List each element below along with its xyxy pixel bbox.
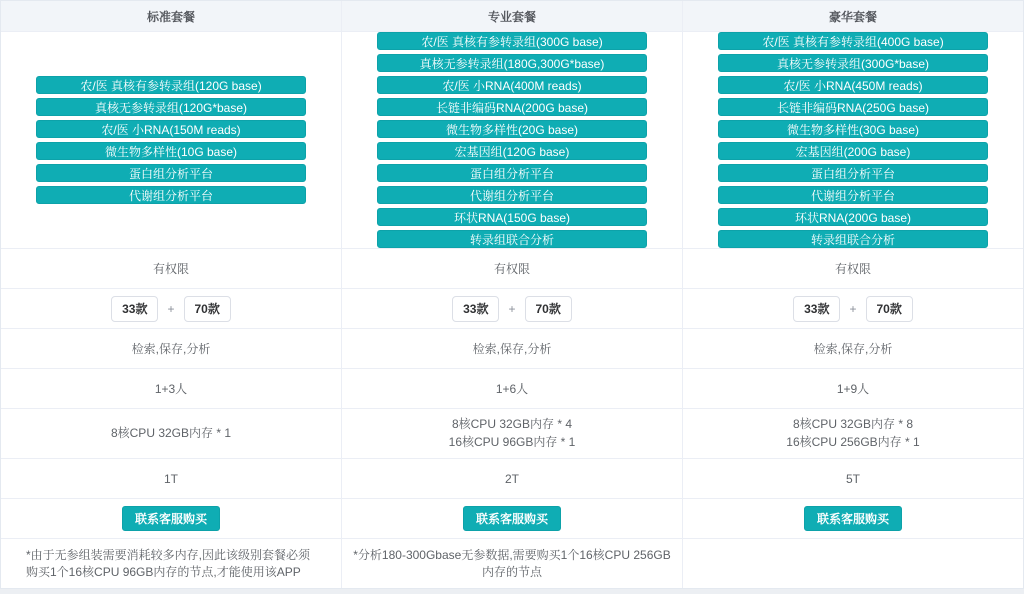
app-button[interactable]: 农/医 真核有参转录组(400G base)	[718, 32, 988, 50]
buy-cell	[342, 498, 682, 538]
plan-header-professional: 专业套餐	[342, 1, 682, 31]
plan-header-deluxe: 豪华套餐	[683, 1, 1023, 31]
database-counts-cell	[342, 288, 682, 328]
app-button[interactable]: 长链非编码RNA(250G base)	[718, 98, 988, 116]
plan-header-standard: 标准套餐	[1, 1, 341, 31]
app-button[interactable]: 农/医 小RNA(150M reads)	[36, 120, 306, 138]
storage-cell: 2T	[342, 458, 682, 498]
db-count-badge-2[interactable]: 70款	[525, 296, 572, 322]
app-button[interactable]: 真核无参转录组(300G*base)	[718, 54, 988, 72]
app-button[interactable]: 微生物多样性(10G base)	[36, 142, 306, 160]
storage-cell: 1T	[1, 458, 341, 498]
users-cell: 1+3人	[1, 368, 341, 408]
contact-support-buy-button[interactable]: 联系客服购买	[122, 506, 220, 531]
node-spec: 16核CPU 256GB内存 * 1	[786, 435, 920, 449]
app-button[interactable]: 长链非编码RNA(200G base)	[377, 98, 647, 116]
compute-nodes-cell	[683, 408, 1023, 458]
plus-sign: +	[167, 301, 175, 316]
app-button[interactable]: 农/医 小RNA(450M reads)	[718, 76, 988, 94]
contact-support-buy-button[interactable]: 联系客服购买	[463, 506, 561, 531]
storage-cell: 5T	[683, 458, 1023, 498]
db-actions-cell: 检索,保存,分析	[1, 328, 341, 368]
app-button[interactable]: 微生物多样性(30G base)	[718, 120, 988, 138]
db-count-badge-2[interactable]: 70款	[866, 296, 913, 322]
app-button[interactable]: 宏基因组(120G base)	[377, 142, 647, 160]
buy-cell	[683, 498, 1023, 538]
permission-cell: 有权限	[1, 248, 341, 288]
app-button[interactable]: 农/医 小RNA(400M reads)	[377, 76, 647, 94]
compute-nodes-cell	[342, 408, 682, 458]
app-button[interactable]: 蛋白组分析平台	[377, 164, 647, 182]
db-count-badge-1[interactable]: 33款	[452, 296, 499, 322]
contact-support-buy-button[interactable]: 联系客服购买	[804, 506, 902, 531]
node-spec: 8核CPU 32GB内存 * 4	[451, 416, 573, 431]
app-button[interactable]: 代谢组分析平台	[718, 186, 988, 204]
app-button[interactable]: 微生物多样性(20G base)	[377, 120, 647, 138]
compute-nodes-cell	[1, 408, 341, 458]
app-button[interactable]: 真核无参转录组(180G,300G*base)	[377, 54, 647, 72]
app-button[interactable]: 环状RNA(150G base)	[377, 208, 647, 226]
app-button[interactable]: 农/医 真核有参转录组(120G base)	[36, 76, 306, 94]
plus-sign: +	[508, 301, 516, 316]
plan-note: *由于无参组装需要消耗较多内存,因此该级别套餐必须购买1个16核CPU 96GB内存的节点,才能使用该APP	[1, 538, 341, 588]
database-counts-cell	[683, 288, 1023, 328]
plan-column-standard	[1, 1, 341, 588]
buy-cell	[1, 498, 341, 538]
node-spec: 8核CPU 32GB内存 * 1	[110, 425, 232, 440]
db-actions-cell: 检索,保存,分析	[342, 328, 682, 368]
users-cell: 1+9人	[683, 368, 1023, 408]
db-count-badge-1[interactable]: 33款	[793, 296, 840, 322]
app-button[interactable]: 蛋白组分析平台	[36, 164, 306, 182]
permission-cell: 有权限	[683, 248, 1023, 288]
users-cell: 1+6人	[342, 368, 682, 408]
app-button[interactable]: 宏基因组(200G base)	[718, 142, 988, 160]
plan-column-deluxe	[682, 1, 1023, 588]
plus-sign: +	[849, 301, 857, 316]
db-count-badge-1[interactable]: 33款	[111, 296, 158, 322]
app-button[interactable]: 代谢组分析平台	[377, 186, 647, 204]
db-count-badge-2[interactable]: 70款	[184, 296, 231, 322]
permission-cell: 有权限	[342, 248, 682, 288]
app-button[interactable]: 环状RNA(200G base)	[718, 208, 988, 226]
app-button[interactable]: 蛋白组分析平台	[718, 164, 988, 182]
plan-apps-standard	[1, 31, 341, 248]
node-spec: 16核CPU 96GB内存 * 1	[448, 435, 576, 449]
db-actions-cell: 检索,保存,分析	[683, 328, 1023, 368]
app-button[interactable]: 代谢组分析平台	[36, 186, 306, 204]
plan-column-professional	[341, 1, 682, 588]
app-button[interactable]: 转录组联合分析	[377, 230, 647, 248]
app-button[interactable]: 转录组联合分析	[718, 230, 988, 248]
plan-note: *分析180-300Gbase无参数据,需要购买1个16核CPU 256GB内存的节点	[342, 538, 682, 588]
app-button[interactable]: 真核无参转录组(120G*base)	[36, 98, 306, 116]
node-spec: 8核CPU 32GB内存 * 8	[792, 416, 914, 431]
plan-apps-professional	[342, 31, 682, 248]
app-button[interactable]: 农/医 真核有参转录组(300G base)	[377, 32, 647, 50]
database-counts-cell	[1, 288, 341, 328]
plan-note	[683, 538, 1023, 588]
plan-apps-deluxe	[683, 31, 1023, 248]
